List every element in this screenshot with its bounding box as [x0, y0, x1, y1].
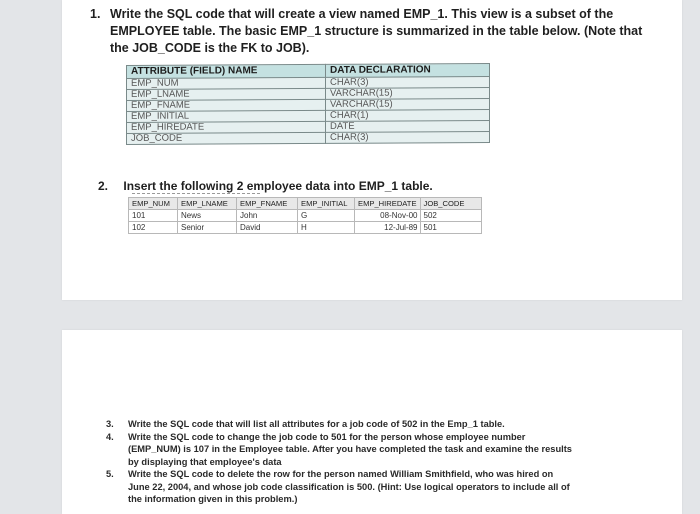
- data-declaration-cell: CHAR(3): [326, 77, 490, 89]
- employee-data-table-wrap: [128, 197, 482, 234]
- emp-num-cell: 102: [129, 222, 178, 234]
- emp-fname-cell: David: [237, 222, 298, 234]
- attribute-table: [126, 63, 490, 145]
- spellcheck-underline: [132, 193, 260, 194]
- question-5-number: 5.: [106, 469, 114, 479]
- question-2-text: Insert the following 2 employee data into EMP_1 table.: [123, 179, 433, 193]
- question-card-2: [62, 330, 682, 514]
- header-data-declaration: DATA DECLARATION: [326, 64, 490, 78]
- question-3-text: Write the SQL code that will list all attributes for a job code of 502 in the Emp_1 table.: [128, 419, 505, 429]
- table-row: [129, 210, 482, 222]
- attribute-name-cell: JOB_CODE: [127, 132, 326, 144]
- employee-data-table: [128, 197, 482, 234]
- header-emp-initial: EMP_INITIAL: [298, 198, 355, 210]
- emp-hiredate-cell: 08-Nov-00: [355, 210, 421, 222]
- data-declaration-cell: DATE: [326, 121, 490, 133]
- header-emp-fname: EMP_FNAME: [237, 198, 298, 210]
- header-emp-hiredate: EMP_HIREDATE: [355, 198, 421, 210]
- question-1-text: Write the SQL code that will create a view named EMP_1. This view is a subset of the EMPLOYEE table. The basic EMP_1 structure is summarized in the table below. (Note that the JOB_CODE is the FK to JOB).: [110, 7, 643, 55]
- question-2-number: 2.: [98, 179, 109, 193]
- question-list: [106, 418, 576, 506]
- table-row: [127, 132, 490, 145]
- header-job-code: JOB_CODE: [420, 198, 481, 210]
- question-5: [106, 468, 576, 506]
- header-emp-lname: EMP_LNAME: [178, 198, 237, 210]
- employee-table-header: [129, 198, 482, 210]
- question-3-number: 3.: [106, 419, 114, 429]
- question-2: [98, 179, 433, 193]
- emp-num-cell: 101: [129, 210, 178, 222]
- question-4: [106, 431, 576, 469]
- header-attribute-name: ATTRIBUTE (FIELD) NAME: [127, 64, 326, 78]
- emp-initial-cell: H: [298, 222, 355, 234]
- header-emp-num: EMP_NUM: [129, 198, 178, 210]
- attribute-name-cell: EMP_NUM: [127, 77, 326, 89]
- emp-hiredate-cell: 12-Jul-89: [355, 222, 421, 234]
- question-1-number: 1.: [90, 7, 101, 21]
- data-declaration-cell: VARCHAR(15): [326, 99, 490, 111]
- emp-lname-cell: Senior: [178, 222, 237, 234]
- attribute-name-cell: EMP_FNAME: [127, 99, 326, 111]
- job-code-cell: 502: [420, 210, 481, 222]
- question-1: [90, 6, 650, 57]
- data-declaration-cell: VARCHAR(15): [326, 88, 490, 100]
- question-card-1: [62, 0, 682, 300]
- data-declaration-cell: CHAR(3): [326, 132, 490, 144]
- question-5-text: Write the SQL code to delete the row for the person named William Smithfield, who was hired on June 22, 2004, and whose job code classification is 500. (Hint: Use logical operators to include all of the information given in this problem.): [128, 469, 570, 504]
- question-4-text: Write the SQL code to change the job code to 501 for the person whose employee number (EMP_NUM) is 107 in the Employee table. After you have completed the task and examine the results by displaying that employee's data: [128, 431, 572, 467]
- question-4-number: 4.: [106, 431, 114, 442]
- job-code-cell: 501: [420, 222, 481, 234]
- emp-fname-cell: John: [237, 210, 298, 222]
- emp-initial-cell: G: [298, 210, 355, 222]
- attribute-name-cell: EMP_INITIAL: [127, 110, 326, 122]
- attribute-name-cell: EMP_LNAME: [127, 88, 326, 100]
- data-declaration-cell: CHAR(1): [326, 110, 490, 122]
- attribute-name-cell: EMP_HIREDATE: [127, 121, 326, 133]
- table-row: [129, 222, 482, 234]
- emp-lname-cell: News: [178, 210, 237, 222]
- question-3: [106, 418, 576, 431]
